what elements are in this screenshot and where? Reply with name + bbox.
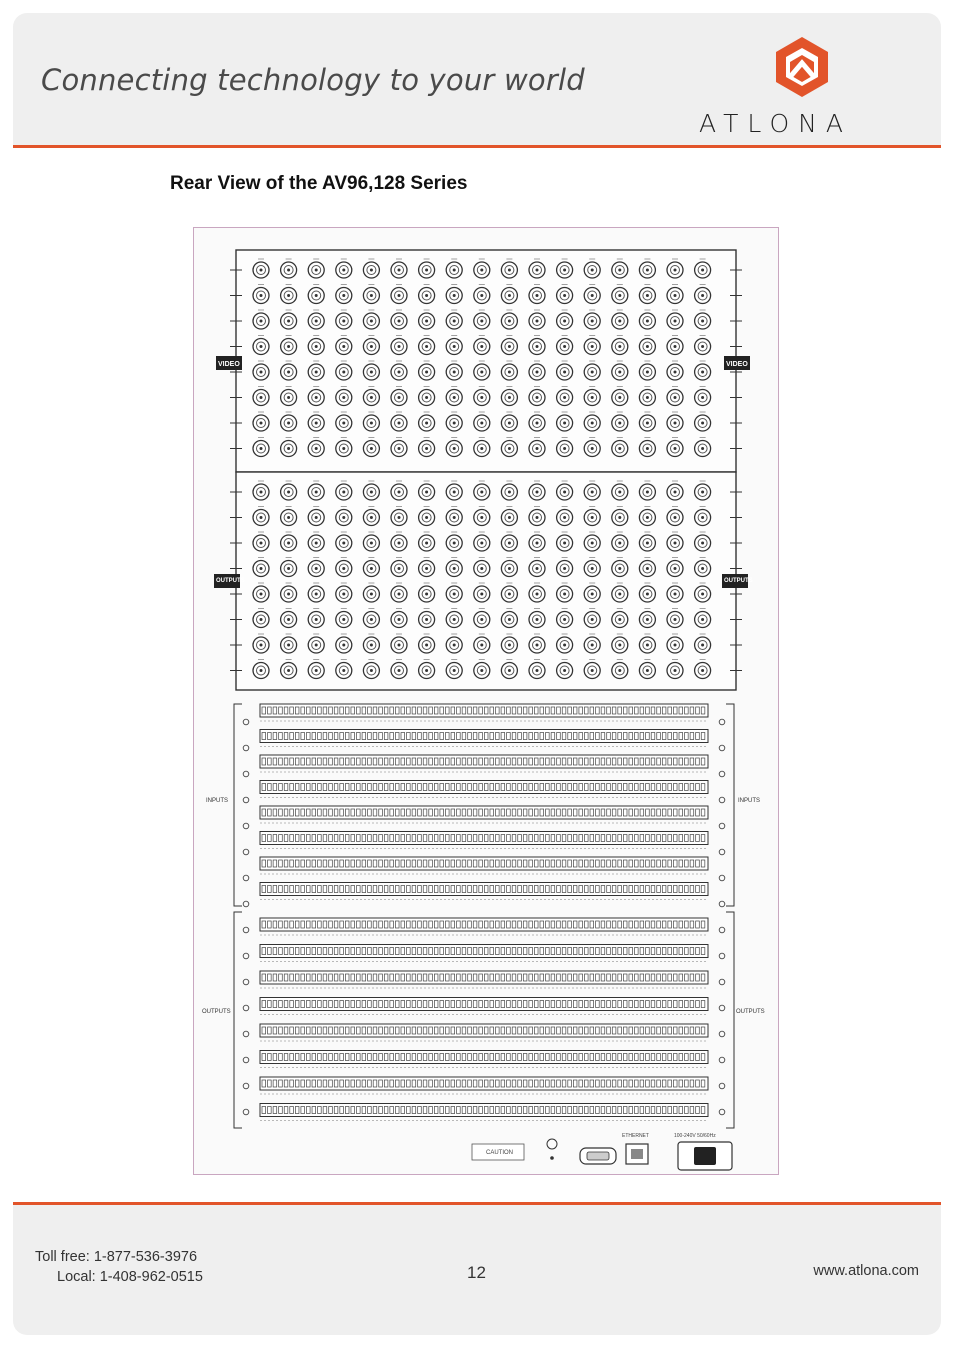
tagline: Connecting technology to your world [41, 63, 585, 97]
local-phone: Local: 1-408-962-0515 [57, 1269, 203, 1285]
page-header [13, 13, 941, 145]
atlona-logo-icon [770, 35, 834, 99]
audio-outputs-label-right: OUTPUTS [736, 1009, 765, 1015]
toll-free-phone: Toll free: 1-877-536-3976 [35, 1249, 198, 1265]
brand-wordmark: ATLONA [699, 109, 852, 138]
audio-outputs-label-left: OUTPUTS [202, 1009, 231, 1015]
header-divider [13, 145, 941, 148]
website-link[interactable]: www.atlona.com [813, 1263, 919, 1279]
rear-panel-illustration [193, 227, 779, 1175]
video-inputs-label-right: VIDEO [726, 361, 748, 368]
video-outputs-label-right: OUTPUTS [724, 578, 753, 584]
video-outputs-label-left: OUTPUTS [216, 578, 245, 584]
rear-panel-drawing [194, 228, 778, 1174]
ethernet-label: ETHERNET [622, 1133, 649, 1139]
video-inputs-label-left: VIDEO [218, 361, 240, 368]
audio-inputs-label-left: INPUTS [206, 798, 229, 804]
caution-label: CAUTION [486, 1150, 513, 1156]
page-footer [13, 1205, 941, 1335]
power-label: 100-240V 50/60Hz [674, 1133, 716, 1139]
page-number: 12 [467, 1263, 486, 1282]
section-title: Rear View of the AV96,128 Series [170, 173, 468, 194]
audio-inputs-label-right: INPUTS [738, 798, 761, 804]
